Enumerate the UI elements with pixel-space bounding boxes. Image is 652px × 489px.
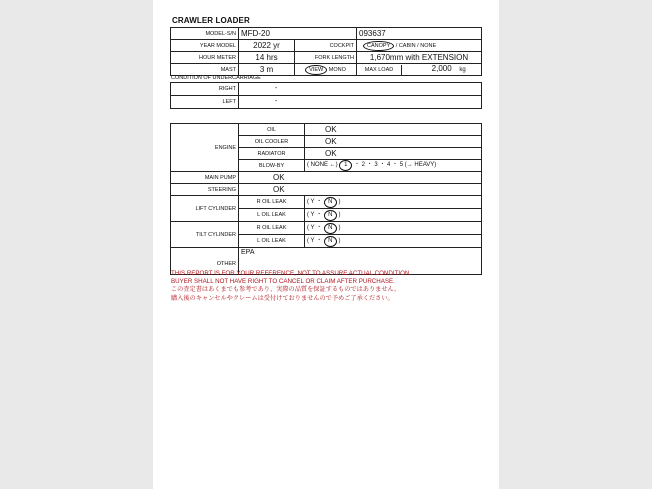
tilt-l-oil-leak-label: L OIL LEAK xyxy=(239,235,305,248)
main-pump-value: OK xyxy=(239,172,482,184)
table-row xyxy=(171,40,482,52)
engine-label: ENGINE xyxy=(171,124,239,172)
radiator-label: RADIATOR xyxy=(239,148,305,160)
oil-cooler-label: OIL COOLER xyxy=(239,136,305,148)
fork-length-label: FORK LENGTH xyxy=(295,52,357,64)
fork-length-value: 1,670mm with EXTENSION xyxy=(357,52,482,64)
blowby-rest: ・ 2 ・ 3 ・ 4 ・ 5 (→ HEAVY) xyxy=(354,162,437,168)
lift-l-oil-leak-label: L OIL LEAK xyxy=(239,209,305,222)
yn-selected: N xyxy=(324,223,337,234)
table-row xyxy=(171,172,482,184)
other-label: OTHER xyxy=(171,248,239,275)
tilt-cylinder-label: TILT CYLINDER xyxy=(171,222,239,248)
mast-view-selected: VIEW xyxy=(305,65,327,75)
serial-value: 093637 xyxy=(357,28,482,40)
tilt-r-oil-leak-label: R OIL LEAK xyxy=(239,222,305,235)
mast-mono: MONO xyxy=(328,66,346,73)
mast-value: 3 m xyxy=(239,64,295,76)
table-row xyxy=(171,96,482,109)
table-row xyxy=(171,124,482,136)
table-row xyxy=(171,64,482,76)
mast-type xyxy=(295,64,357,76)
table-row xyxy=(171,28,482,40)
disclaimer-notes xyxy=(171,270,411,303)
oil-cooler-value: OK xyxy=(305,136,482,148)
report-title: CRAWLER LOADER xyxy=(172,16,250,25)
yn-close: ) xyxy=(338,198,341,205)
steering-label: STEERING xyxy=(171,184,239,196)
yn-selected: N xyxy=(324,197,337,208)
left-label: LEFT xyxy=(171,96,239,109)
yn-open: ( Y ・ xyxy=(307,224,323,231)
yn-open: ( Y ・ xyxy=(307,198,323,205)
table-row xyxy=(171,83,482,96)
cockpit-label: COCKPIT xyxy=(295,40,357,52)
lift-r-yn xyxy=(305,196,482,209)
year-model-label: YEAR MODEL xyxy=(171,40,239,52)
mast-label: MAST xyxy=(171,64,239,76)
blowby-selected: 1 xyxy=(339,160,352,171)
right-label: RIGHT xyxy=(171,83,239,96)
oil-label: OIL xyxy=(239,124,305,136)
lift-l-yn xyxy=(305,209,482,222)
table-row xyxy=(171,196,482,209)
yn-selected: N xyxy=(324,236,337,247)
blowby-label: BLOW-BY xyxy=(239,160,305,172)
yn-selected: N xyxy=(324,210,337,221)
yn-open: ( Y ・ xyxy=(307,211,323,218)
yn-close: ) xyxy=(338,211,341,218)
note-line: THIS REPORT IS FOR YOUR REFERENCE, NOT TO ASSURE ACTUAL CONDITION. xyxy=(171,270,412,277)
max-load-value: 2,000 xyxy=(431,64,452,73)
blowby-scale xyxy=(305,160,482,172)
max-load-unit: kg xyxy=(459,67,466,73)
table-row xyxy=(171,222,482,235)
oil-value: OK xyxy=(305,124,482,136)
yn-close: ) xyxy=(338,237,341,244)
lift-cylinder-label: LIFT CYLINDER xyxy=(171,196,239,222)
note-line: この査定書はあくまでも参考であり、実際の品質を保証するものではありません。 xyxy=(171,286,401,294)
note-line: 購入後のキャンセルやクレームは受付けておりませんので予めご了承ください。 xyxy=(171,294,394,302)
hours-value: 14 hrs xyxy=(239,52,295,64)
note-line: BUYER SHALL NOT HAVE RIGHT TO CANCEL OR CLAIM AFTER PURCHASE. xyxy=(171,278,395,286)
model-value: MFD-20 xyxy=(239,28,357,40)
left-value: - xyxy=(239,96,482,109)
header-table xyxy=(170,27,482,76)
year-value: 2022 yr xyxy=(239,40,295,52)
undercarriage-table xyxy=(170,82,482,109)
tilt-r-yn xyxy=(305,222,482,235)
table-row xyxy=(171,52,482,64)
max-load-label: MAX LOAD xyxy=(357,65,402,75)
lift-r-oil-leak-label: R OIL LEAK xyxy=(239,196,305,209)
hour-meter-label: HOUR METER xyxy=(171,52,239,64)
max-load-cell xyxy=(357,64,482,76)
cockpit-options xyxy=(357,40,482,52)
tilt-l-yn xyxy=(305,235,482,248)
other-value: EPA xyxy=(239,248,482,275)
yn-open: ( Y ・ xyxy=(307,237,323,244)
cockpit-other-options: / CABIN / NONE xyxy=(395,42,437,49)
undercarriage-label: CONDITION OF UNDERCARRIAGE xyxy=(171,75,261,81)
steering-value: OK xyxy=(239,184,482,196)
radiator-value: OK xyxy=(305,148,482,160)
blowby-none: ( NONE ←) xyxy=(307,162,338,168)
right-value: - xyxy=(239,83,482,96)
condition-table xyxy=(170,123,482,275)
table-row xyxy=(171,184,482,196)
cockpit-canopy-selected: CANOPY xyxy=(363,41,394,51)
yn-close: ) xyxy=(338,224,341,231)
main-pump-label: MAIN PUMP xyxy=(171,172,239,184)
model-sn-label: MODEL-S/N xyxy=(171,28,239,40)
